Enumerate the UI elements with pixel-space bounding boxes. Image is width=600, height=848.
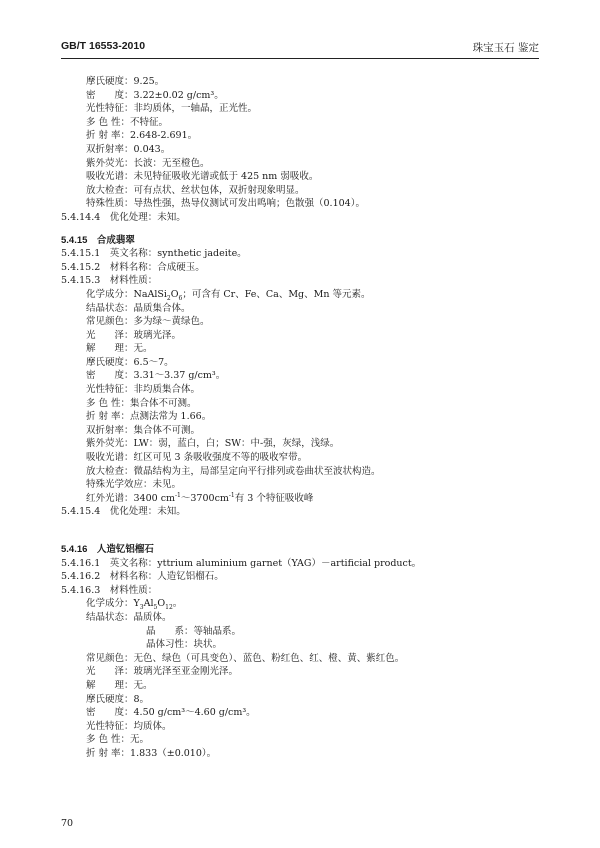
property-line: 折 射 率：2.648-2.691。 [86, 130, 198, 142]
property-list-5-4-15 [61, 302, 551, 492]
clause-5-4-16-3: 5.4.16.3 材料性质： [61, 584, 158, 596]
property-line: 折 射 率：1.833（±0.010）。 [86, 747, 217, 759]
property-line: 解 理：无。 [86, 343, 153, 355]
property-line: 常见颜色：无色、绿色（可具变色）、蓝色、粉红色、红、橙、黄、紫红色。 [86, 652, 405, 664]
property-line: 光性特征：非均质集合体。 [86, 384, 201, 396]
crystal-habit-yag: 晶体习性：块状。 [146, 639, 223, 651]
property-line: 特殊性质：导热性强，热导仪测试可发出鸣响；色散强（0.104）。 [86, 198, 365, 210]
section-heading-5-4-15: 5.4.15 合成翡翠 [61, 234, 135, 246]
property-line: 结晶状态：晶质集合体。 [86, 302, 191, 314]
clause-5-4-15-4: 5.4.15.4 优化处理：未知。 [61, 506, 186, 518]
property-line: 密 度：4.50 g/cm³～4.60 g/cm³。 [86, 707, 256, 719]
property-line: 吸收光谱：红区可见 3 条吸收强度不等的吸收窄带。 [86, 452, 308, 464]
property-line: 折 射 率：点测法常为 1.66。 [86, 411, 212, 423]
chemical-composition-jadeite: 化学成分：$NaAlSi_2O_6$；可含有 Cr、Fe、Ca、Mg、Mn 等元素。 [86, 288, 371, 302]
property-list-5-4-14 [61, 75, 551, 211]
property-line: 多 色 性：不特征。 [86, 116, 169, 128]
crystal-system-yag: 晶 系：等轴晶系。 [146, 625, 242, 637]
property-line: 紫外荧光：长波：无至橙色。 [86, 157, 210, 169]
property-line: 放大检查：微晶结构为主，局部呈定向平行排列或卷曲状至波状构造。 [86, 465, 381, 477]
property-line: 多 色 性：无。 [86, 734, 150, 746]
property-line: 摩氏硬度：8。 [86, 693, 150, 705]
property-line: 双折射率：集合体不可测。 [86, 424, 201, 436]
clause-5-4-14-4: 5.4.14.4 优化处理：未知。 [61, 211, 186, 223]
property-line: 光性特征：非均质体，一轴晶，正光性。 [86, 103, 258, 115]
property-line: 密 度：3.31～3.37 g/cm³。 [86, 370, 226, 382]
property-list-5-4-16 [61, 652, 551, 761]
property-line: 紫外荧光：LW：弱，蓝白，白；SW：中-强，灰绿，浅绿。 [86, 438, 340, 450]
standard-code: GB/T 16553-2010 [61, 40, 146, 52]
page-number: 70 [61, 818, 74, 829]
document-body [61, 75, 551, 761]
crystal-state-yag: 结晶状态：晶质体。 [86, 611, 172, 623]
property-line: 光性特征：均质体。 [86, 720, 172, 732]
property-line: 摩氏硬度：9.25。 [86, 76, 165, 87]
property-line: 特殊光学效应：未见。 [86, 479, 182, 491]
clause-5-4-15-2: 5.4.15.2 材料名称：合成硬玉。 [61, 261, 205, 273]
property-line: 光 泽：玻璃光泽至亚金刚光泽。 [86, 666, 239, 678]
clause-5-4-15-1: 5.4.15.1 英文名称：synthetic jadeite。 [61, 248, 247, 260]
clause-5-4-16-1: 5.4.16.1 英文名称：yttrium aluminium garnet（YAG）－artificial product。 [61, 557, 422, 569]
property-line: 光 泽：玻璃光泽。 [86, 329, 182, 341]
property-line: 放大检查：可有点状、丝状包体，双折射现象明显。 [86, 184, 305, 196]
property-line: 吸收光谱：未见特征吸收光谱或低于 425 nm 弱吸收。 [86, 171, 319, 183]
section-heading-5-4-16: 5.4.16 人造钇铝榴石 [61, 544, 154, 555]
header-rule [61, 58, 539, 59]
property-line: 多 色 性：集合体不可测。 [86, 397, 197, 409]
chemical-composition-yag: 化学成分：$Y_3Al_5O_{12}$。 [86, 598, 183, 612]
property-line: 常见颜色：多为绿～黄绿色。 [86, 316, 210, 328]
clause-5-4-15-3: 5.4.15.3 材料性质： [61, 275, 158, 287]
property-line: 解 理：无。 [86, 679, 153, 691]
infrared-spectrum-jadeite: 红外光谱：3400 $cm^{-1}\sim 3700cm^{-1}$有 3 个特征吸收峰 [86, 491, 314, 504]
property-line: 摩氏硬度：6.5～7。 [86, 356, 174, 368]
clause-5-4-16-2: 5.4.16.2 材料名称：人造钇铝榴石。 [61, 571, 224, 583]
property-line: 密 度：3.22±0.02 g/cm³。 [86, 89, 224, 101]
property-line: 双折射率：0.043。 [86, 143, 171, 155]
header-title: 珠宝玉石 鉴定 [472, 42, 539, 54]
